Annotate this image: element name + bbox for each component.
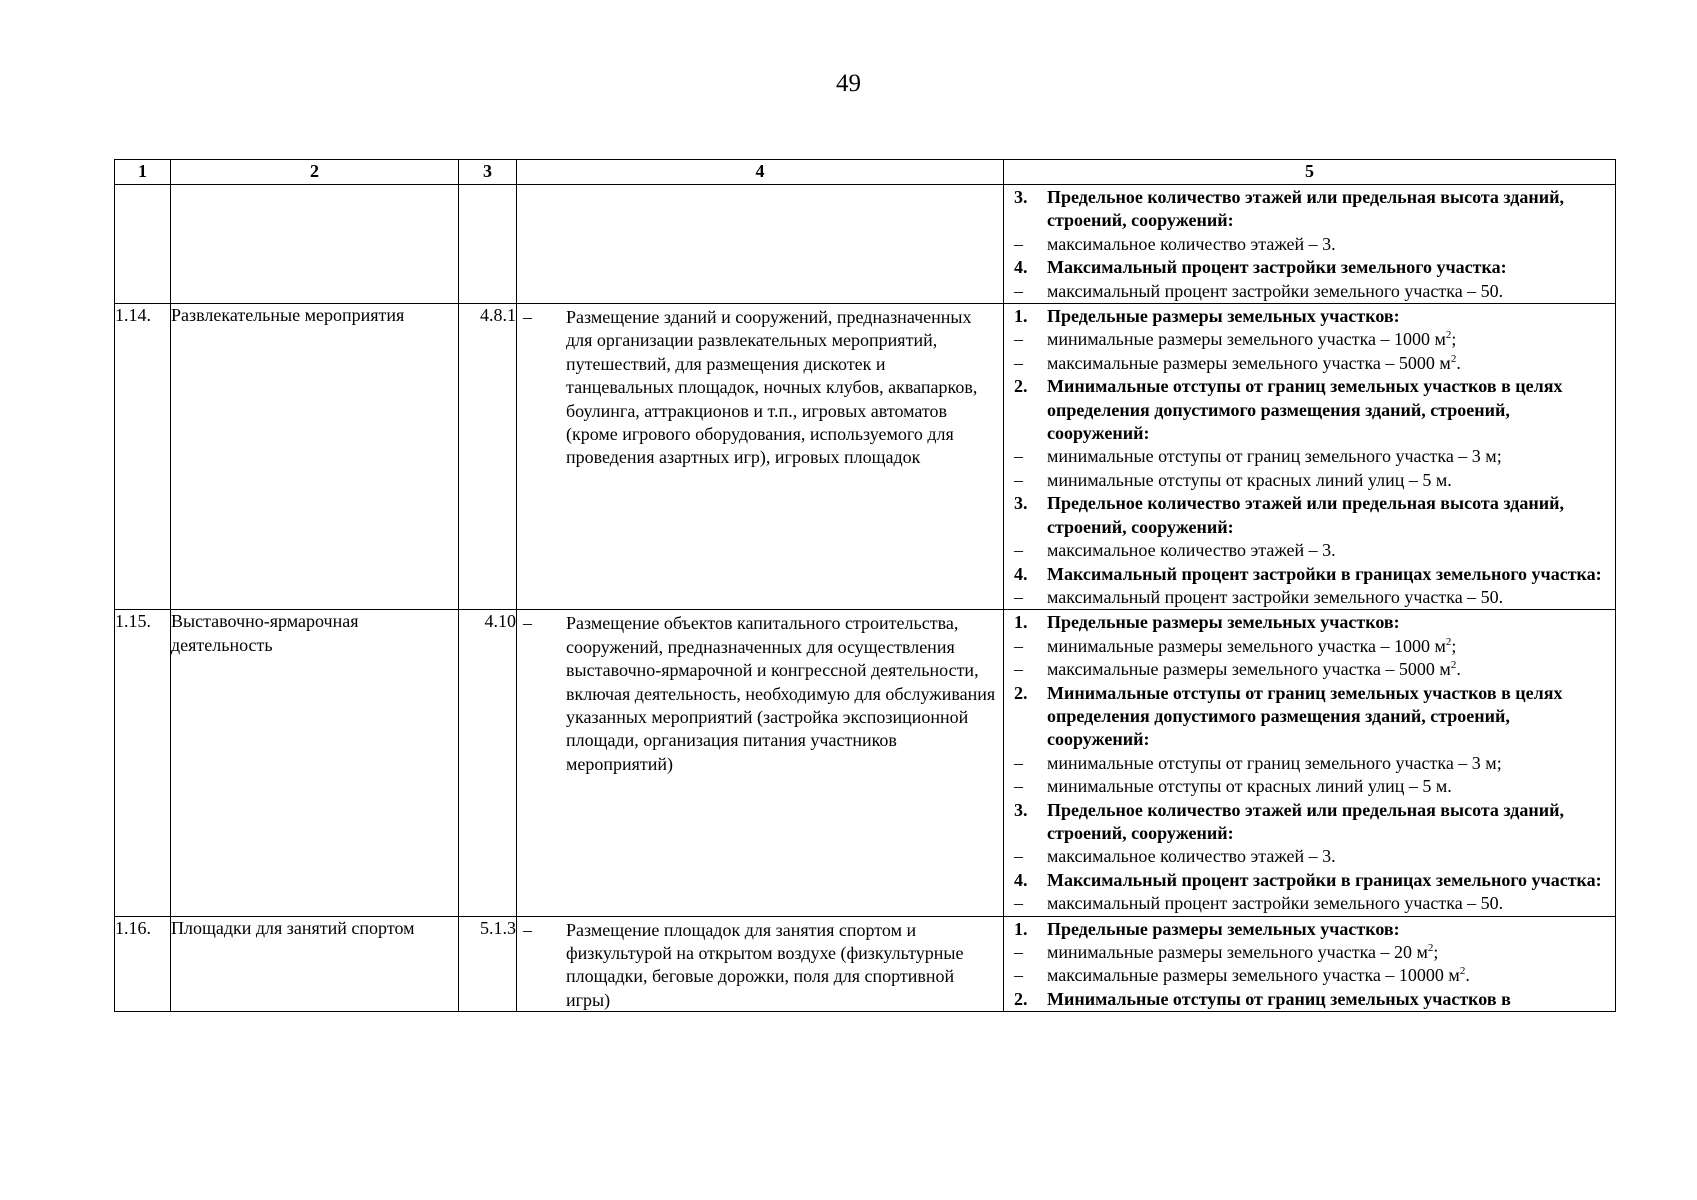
requirement-heading — [1010, 563, 1609, 586]
requirements — [1004, 304, 1616, 610]
description-text: Размещение площадок для занятия спортом и физкультурой на открытом воздухе (физкультурные площадки, беговые дорожки, поля для спортивной игры) — [566, 919, 964, 1010]
requirement-text-main: максимальное количество этажей – 3. — [1047, 540, 1336, 561]
requirement-text — [1047, 635, 1609, 658]
requirement-text — [1047, 256, 1609, 279]
requirement-text — [1047, 988, 1609, 1010]
requirement-punctuation: ; — [1451, 329, 1457, 350]
use-code: 5.1.3 — [459, 916, 517, 1011]
unit-superscript: 2 — [1459, 965, 1466, 978]
requirement-text — [1047, 752, 1609, 775]
requirement-text-main: максимальный процент застройки земельного участка – 50. — [1047, 893, 1504, 914]
list-marker: – — [1014, 586, 1023, 607]
requirement-text — [1047, 539, 1609, 562]
requirement-text — [1047, 186, 1609, 233]
use-description — [517, 610, 1004, 916]
column-header-4: 4 — [517, 160, 1004, 185]
continuation-requirements — [1004, 185, 1616, 304]
requirement-text — [1047, 375, 1609, 445]
requirement-item — [1010, 539, 1609, 562]
requirement-item — [1010, 845, 1609, 868]
list-marker: – — [1014, 280, 1023, 301]
list-marker: – — [1014, 752, 1023, 773]
requirement-item — [1010, 658, 1609, 681]
requirement-item — [1010, 964, 1609, 987]
requirement-item — [1010, 586, 1609, 609]
list-marker: – — [1014, 965, 1023, 986]
requirement-punctuation: ; — [1433, 942, 1439, 962]
column-header-5: 5 — [1004, 160, 1616, 185]
row-number: 1.15. — [115, 610, 171, 916]
dash-marker: – — [523, 613, 532, 634]
requirement-text-main: минимальные отступы от красных линий улиц – 5 м. — [1047, 469, 1452, 490]
row-number: 1.16. — [115, 916, 171, 1011]
requirement-heading — [1010, 799, 1609, 846]
requirement-text-main: Максимальный процент застройки земельного участка: — [1047, 257, 1507, 278]
requirement-heading — [1010, 186, 1609, 233]
list-marker: – — [1014, 352, 1023, 373]
requirement-heading — [1010, 611, 1609, 634]
list-marker: – — [1014, 659, 1023, 680]
requirements — [1004, 916, 1616, 1011]
requirement-text-main: максимальное количество этажей – 3. — [1047, 233, 1336, 254]
requirement-text — [1047, 328, 1609, 351]
zoning-table — [114, 159, 1616, 1012]
list-marker: – — [1014, 540, 1023, 561]
page-number: 49 — [836, 70, 861, 97]
requirement-text-main: максимальные размеры земельного участка – 10000 м — [1047, 965, 1460, 986]
requirement-text-main: максимальный процент застройки земельного участка – 50. — [1047, 280, 1504, 301]
requirement-text-main: Предельные размеры земельных участков: — [1047, 306, 1400, 327]
list-marker: – — [1014, 776, 1023, 797]
requirement-text-main: Максимальный процент застройки в границах земельного участка: — [1047, 563, 1602, 584]
list-marker: 3. — [1014, 799, 1028, 820]
table-header-row — [115, 160, 1616, 185]
requirement-text — [1047, 892, 1609, 915]
requirement-heading — [1010, 869, 1609, 892]
table-row — [115, 304, 1616, 610]
unit-superscript: 2 — [1427, 942, 1434, 954]
requirement-heading — [1010, 492, 1609, 539]
list-marker: – — [1014, 942, 1023, 962]
requirement-text — [1047, 845, 1609, 868]
list-marker: – — [1014, 446, 1023, 467]
requirement-punctuation: . — [1456, 659, 1461, 680]
requirement-text-main: Предельные размеры земельных участков: — [1047, 612, 1400, 633]
use-code: 4.8.1 — [459, 304, 517, 610]
list-marker: 4. — [1014, 869, 1028, 890]
requirement-text-main: максимальное количество этажей – 3. — [1047, 846, 1336, 867]
requirement-heading — [1010, 682, 1609, 752]
requirement-item — [1010, 280, 1609, 303]
list-marker: 1. — [1014, 306, 1028, 327]
list-marker: – — [1014, 329, 1023, 350]
requirement-item — [1010, 328, 1609, 351]
use-code: 4.10 — [459, 610, 517, 916]
requirement-text-main: максимальные размеры земельного участка – 5000 м — [1047, 352, 1451, 373]
requirement-item — [1010, 352, 1609, 375]
requirement-item — [1010, 445, 1609, 468]
list-marker: – — [1014, 846, 1023, 867]
requirement-text-main: Максимальный процент застройки в границах земельного участка: — [1047, 869, 1602, 890]
requirements — [1004, 610, 1616, 916]
requirement-text-main: Минимальные отступы от границ земельных участков в — [1047, 988, 1511, 1009]
requirement-text — [1047, 492, 1609, 539]
list-marker: 1. — [1014, 612, 1028, 633]
requirement-item — [1010, 233, 1609, 256]
requirement-text — [1047, 280, 1609, 303]
requirement-punctuation: . — [1465, 965, 1470, 986]
description-text: Размещение зданий и сооружений, предназначенных для организации развлекательных мероприятий, путешествий, для размещения дискотек и танцевальных площадок, ночных клубов, аквапарков, боулинга, аттракционов и т.п., игровых автоматов (кроме игрового оборудования, используемого для проведения азартных игр), игровых площадок — [566, 307, 978, 468]
requirement-text — [1047, 305, 1609, 328]
table-row — [115, 916, 1616, 1011]
requirement-text-main: Предельное количество этажей или предельная высота зданий, строений, сооружений: — [1047, 799, 1565, 843]
requirement-text — [1047, 658, 1609, 681]
requirement-text — [1047, 775, 1609, 798]
requirement-text-main: Предельные размеры земельных участков: — [1047, 918, 1400, 939]
requirement-text — [1047, 233, 1609, 256]
requirement-text — [1047, 682, 1609, 752]
dash-marker: – — [523, 919, 532, 940]
requirement-text-main: минимальные отступы от границ земельного участка – 3 м; — [1047, 446, 1502, 467]
requirement-punctuation: . — [1456, 352, 1461, 373]
requirement-text-main: Предельное количество этажей или предельная высота зданий, строений, сооружений: — [1047, 187, 1565, 231]
requirement-text — [1047, 611, 1609, 634]
requirement-text-main: Минимальные отступы от границ земельных участков в целях определения допустимого размещения зданий, строений, сооружений: — [1047, 376, 1563, 444]
requirement-text — [1047, 563, 1609, 586]
use-name: Развлекательные мероприятия — [171, 304, 459, 610]
requirement-punctuation: ; — [1451, 635, 1457, 656]
unit-superscript: 2 — [1445, 329, 1452, 342]
requirement-text — [1047, 964, 1609, 987]
requirement-text-main: минимальные отступы от красных линий улиц – 5 м. — [1047, 776, 1452, 797]
requirement-text-main: максимальные размеры земельного участка – 5000 м — [1047, 659, 1451, 680]
use-description — [517, 916, 1004, 1011]
list-marker: – — [1014, 233, 1023, 254]
requirement-item — [1010, 469, 1609, 492]
list-marker: – — [1014, 469, 1023, 490]
continuation-row — [115, 185, 1616, 304]
requirement-heading — [1010, 375, 1609, 445]
requirement-text-main: Предельное количество этажей или предельная высота зданий, строений, сооружений: — [1047, 493, 1565, 537]
requirement-text-main: максимальный процент застройки земельного участка – 50. — [1047, 586, 1504, 607]
list-marker: 3. — [1014, 493, 1028, 514]
list-marker: – — [1014, 635, 1023, 656]
unit-superscript: 2 — [1445, 635, 1452, 648]
list-marker: – — [1014, 893, 1023, 914]
row-number: 1.14. — [115, 304, 171, 610]
dash-marker: – — [523, 307, 532, 328]
requirement-text — [1047, 445, 1609, 468]
list-marker: 1. — [1014, 918, 1028, 939]
table-row — [115, 610, 1616, 916]
requirement-heading — [1010, 988, 1609, 1010]
use-name: Выставочно-ярмарочная деятельность — [171, 610, 459, 916]
unit-superscript: 2 — [1450, 352, 1457, 365]
list-marker: 3. — [1014, 187, 1028, 207]
requirement-text — [1047, 941, 1609, 964]
list-marker: 2. — [1014, 376, 1028, 397]
use-description — [517, 304, 1004, 610]
requirement-item — [1010, 752, 1609, 775]
unit-superscript: 2 — [1450, 659, 1457, 672]
requirement-text-main: минимальные размеры земельного участка – 1000 м — [1047, 635, 1446, 656]
requirement-item — [1010, 941, 1609, 964]
requirement-item — [1010, 635, 1609, 658]
requirement-heading — [1010, 256, 1609, 279]
requirement-text — [1047, 799, 1609, 846]
requirement-heading — [1010, 305, 1609, 328]
list-marker: 2. — [1014, 682, 1028, 703]
requirement-text-main: минимальные отступы от границ земельного участка – 3 м; — [1047, 752, 1502, 773]
requirement-text-main: минимальные размеры земельного участка – 1000 м — [1047, 329, 1446, 350]
requirement-item — [1010, 775, 1609, 798]
column-header-2: 2 — [171, 160, 459, 185]
requirement-text — [1047, 586, 1609, 609]
requirement-text — [1047, 869, 1609, 892]
column-header-3: 3 — [459, 160, 517, 185]
requirement-text — [1047, 918, 1609, 941]
requirement-text-main: минимальные размеры земельного участка – 20 м — [1047, 942, 1428, 962]
column-header-1: 1 — [115, 160, 171, 185]
requirement-item — [1010, 892, 1609, 915]
list-marker: 4. — [1014, 257, 1028, 278]
use-name: Площадки для занятий спортом — [171, 916, 459, 1011]
requirement-text — [1047, 352, 1609, 375]
requirement-text-main: Минимальные отступы от границ земельных участков в целях определения допустимого размещения зданий, строений, сооружений: — [1047, 682, 1563, 750]
requirement-heading — [1010, 918, 1609, 941]
description-text: Размещение объектов капитального строительства, сооружений, предназначенных для осуществления выставочно-ярмарочной и конгрессной деятельности, включая деятельность, необходимую для обслуживания указанных мероприятий (застройка экспозиционной площади, организация питания участников мероприятий) — [566, 613, 996, 774]
list-marker: 4. — [1014, 563, 1028, 584]
requirement-text — [1047, 469, 1609, 492]
list-marker: 2. — [1014, 988, 1028, 1009]
